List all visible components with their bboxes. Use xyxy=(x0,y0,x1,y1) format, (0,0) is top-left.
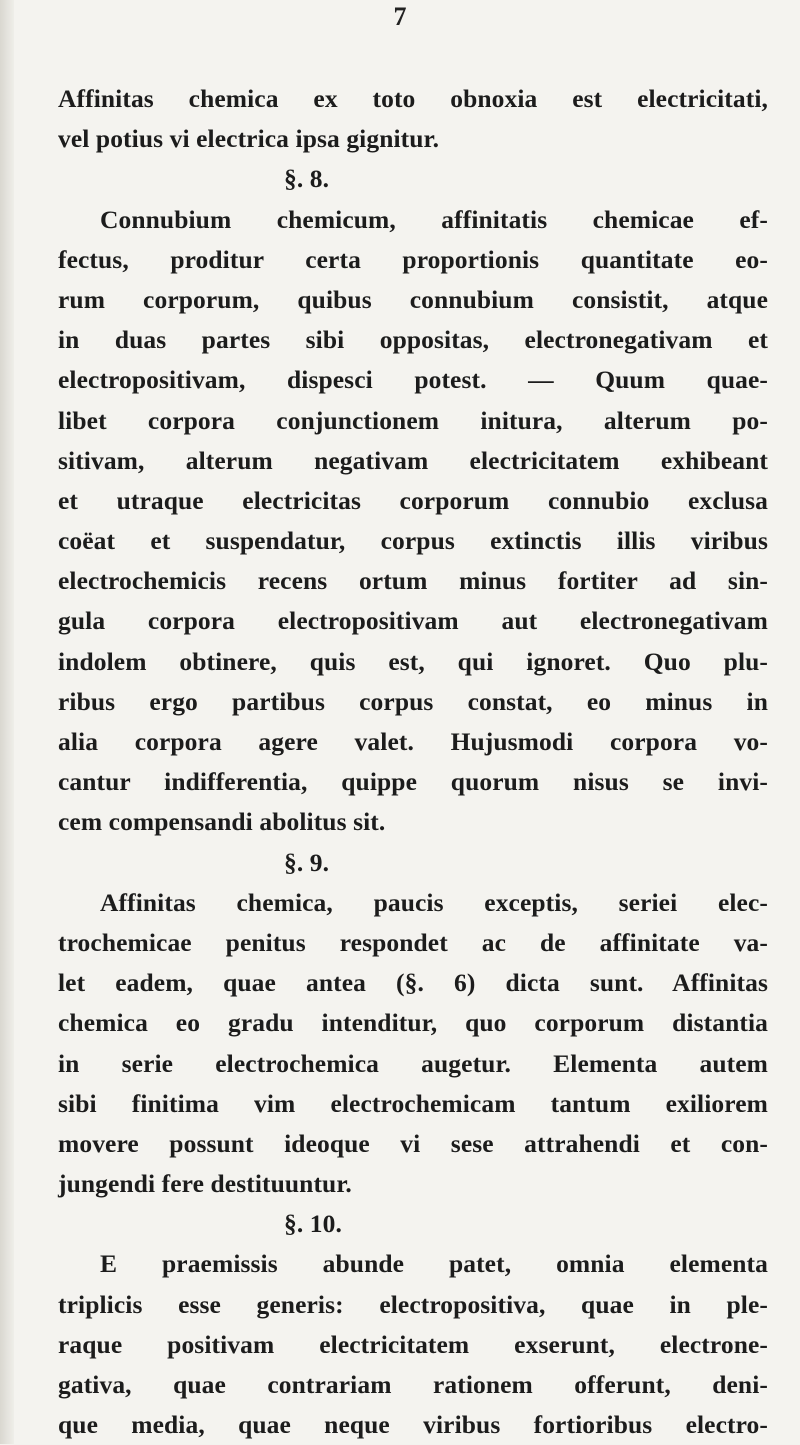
page-number: 7 xyxy=(393,2,407,31)
page-binding-edge xyxy=(0,0,14,1444)
text-line: fectus, proditur certa proportionis quantitate eo- xyxy=(58,244,768,274)
text-line: alia corpora agere valet. Hujusmodi corpora vo- xyxy=(58,727,768,756)
text-line: gativa, quae contrariam rationem offerunt, deni- xyxy=(58,1370,768,1399)
text-line: Connubium chemicum, affinitatis chemicae ef- xyxy=(100,204,768,234)
text-line: E praemissis abunde patet, omnia elementa xyxy=(100,1249,768,1279)
text-line: raque positivam electricitatem exserunt, electrone- xyxy=(58,1329,768,1359)
text-line: que media, quae neque viribus fortioribus electro- xyxy=(58,1410,768,1440)
text-line: electropositivam, dispesci potest. — Quum quae- xyxy=(58,365,768,395)
text-line: electrochemicis recens ortum minus fortiter ad sin- xyxy=(58,566,768,596)
text-line: indolem obtinere, quis est, qui ignoret. Quo plu- xyxy=(58,646,768,676)
text-line: libet corpora conjunctionem initura, alterum po- xyxy=(58,405,768,435)
text-line: movere possunt ideoque vi sese attrahendi et con- xyxy=(58,1128,768,1158)
text-line: et utraque electricitas corporum connubio exclusa xyxy=(58,485,768,515)
text-line: sitivam, alterum negativam electricitatem exhibeant xyxy=(58,445,768,475)
text-line: jungendi fere destituuntur. xyxy=(58,1169,352,1199)
text-line: vel potius vi electrica ipsa gignitur. xyxy=(58,124,440,154)
text-line: cantur indifferentia, quippe quorum nisus se invi- xyxy=(58,767,768,797)
section-heading-9: §. 9. xyxy=(284,847,330,877)
text-line: Affinitas chemica, paucis exceptis, seriei elec- xyxy=(100,887,768,917)
text-line: let eadem, quae antea (§. 6) dicta sunt. Affinitas xyxy=(58,968,768,998)
text-line: in serie electrochemica augetur. Elementa autem xyxy=(58,1048,768,1078)
section-heading-8: §. 8. xyxy=(284,164,330,194)
section-heading-10: §. 10. xyxy=(284,1209,342,1239)
text-line: trochemicae penitus respondet ac de affinitate va- xyxy=(58,927,768,957)
text-line: cem compensandi abolitus sit. xyxy=(58,807,386,837)
text-line: gula corpora electropositivam aut electronegativam xyxy=(58,606,768,636)
body-text xyxy=(58,79,768,1445)
text-line: sibi finitima vim electrochemicam tantum exiliorem xyxy=(58,1088,768,1118)
text-line: chemica eo gradu intenditur, quo corporum distantia xyxy=(58,1008,768,1038)
text-line: ribus ergo partibus corpus constat, eo minus in xyxy=(58,686,768,716)
text-line: triplicis esse generis: electropositiva, quae in ple- xyxy=(58,1289,768,1319)
text-line: rum corporum, quibus connubium consistit, atque xyxy=(58,284,768,314)
text-line: in duas partes sibi oppositas, electronegativam et xyxy=(58,325,768,355)
text-line: coëat et suspendatur, corpus extinctis illis viribus xyxy=(58,526,768,556)
text-line: Affinitas chemica ex toto obnoxia est electricitati, xyxy=(58,84,768,113)
